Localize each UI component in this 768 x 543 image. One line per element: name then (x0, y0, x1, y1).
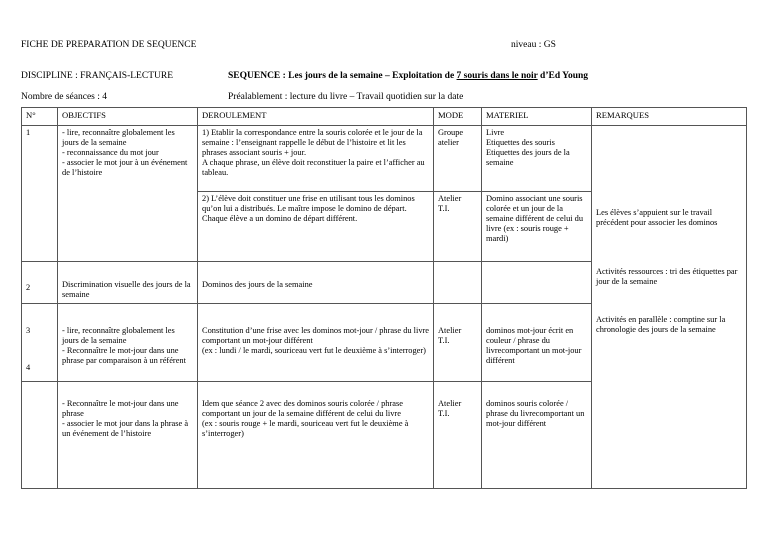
table-row (22, 126, 747, 192)
remarque-parallele: Activités en parallèle : comptine sur la chronologie des jours de la semaine (596, 315, 726, 334)
row4-mode: Atelier T.I. (434, 382, 482, 489)
col-header-mode: MODE (434, 108, 482, 126)
discipline-label: DISCIPLINE : FRANÇAIS-LECTURE (21, 71, 174, 81)
row1-num: 1 (22, 126, 58, 262)
row1-deroulement-1: 1) Etablir la correspondance entre la souris colorée et le jour de la semaine : l’enseignant rappelle le début de l’histoire et lit les phrases associant souris + jour. A chaque phrase, un élève doit reconstituer la paire et l’afficher au tableau. (198, 126, 434, 192)
row1-mode-2: Atelier T.I. (434, 192, 482, 262)
row2-materiel (482, 262, 592, 304)
col-header-num: N° (22, 108, 58, 126)
col-header-objectifs: OBJECTIFS (58, 108, 198, 126)
row1-materiel-1: Livre Etiquettes des souris Etiquettes des jours de la semaine (482, 126, 592, 192)
fiche-title: FICHE DE PREPARATION DE SEQUENCE (21, 40, 197, 50)
prealablement: Préalablement : lecture du livre – Travail quotidien sur la date (228, 92, 464, 102)
row4-materiel: dominos souris colorée / phrase du livrecomportant un mot-jour différent (482, 382, 592, 489)
col-header-deroulement: DEROULEMENT (198, 108, 434, 126)
row2-num: 2 (22, 262, 58, 304)
row3-objectifs: - lire, reconnaître globalement les jours de la semaine - Reconnaître le mot-jour dans une phrase par comparaison à un référent (58, 304, 198, 382)
niveau-label: niveau : GS (511, 40, 556, 50)
remarque-dominos: Les élèves s’appuient sur le travail précédent pour associer les dominos (596, 208, 718, 227)
remarque-ressources: Activités ressources : tri des étiquettes par jour de la semaine (596, 267, 738, 286)
row3-materiel: dominos mot-jour écrit en couleur / phrase du livrecomportant un mot-jour différent (482, 304, 592, 382)
remarques-cell (592, 126, 747, 489)
row3-mode: Atelier T.I. (434, 304, 482, 382)
row4-num: 4 (26, 363, 31, 372)
row3-deroulement: Constitution d’une frise avec les dominos mot-jour / phrase du livre comportant un mot-jour différent (ex : lundi / le mardi, souriceau vert fut le deuxième à s’interroger) (198, 304, 434, 382)
sequence-title (228, 71, 588, 81)
row1-materiel-2: Domino associant une souris colorée et un jour de la semaine différent de celui du livre (ex : souris rouge + mardi) (482, 192, 592, 262)
row4-objectifs: - Reconnaître le mot-jour dans une phrase - associer le mot jour dans la phrase à un événement de l’histoire (58, 382, 198, 489)
sequence-table (21, 107, 747, 489)
row4-deroulement: Idem que séance 2 avec des dominos souris colorée / phrase comportant un jour de la semaine différent de celui du livre (ex : souris rouge + le mardi, souriceau vert fut le deuxième à s’interroger) (198, 382, 434, 489)
row1-deroulement-2: 2) L’élève doit constituer une frise en utilisant tous les dominos qu’on lui a distribués. Le maître impose le domino de départ. Chaque élève a un domino de départ différent. (198, 192, 434, 262)
sequence-suffix: d’Ed Young (537, 71, 589, 81)
row2-mode (434, 262, 482, 304)
nombre-seances: Nombre de séances : 4 (21, 92, 107, 102)
col-header-materiel: MATERIEL (482, 108, 592, 126)
row2-objectifs: Discrimination visuelle des jours de la semaine (58, 262, 198, 304)
row1-objectifs: - lire, reconnaître globalement les jours de la semaine - reconnaissance du mot jour - associer le mot jour à un événement de l’histoire (58, 126, 198, 262)
table-header-row (22, 108, 747, 126)
sequence-book-title: 7 souris dans le noir (456, 71, 538, 81)
row2-deroulement: Dominos des jours de la semaine (198, 262, 434, 304)
col-header-remarques: REMARQUES (592, 108, 747, 126)
row3-num: 3 4 (22, 304, 58, 382)
row4-num-cell (22, 382, 58, 489)
sequence-prefix: SEQUENCE : Les jours de la semaine – Exploitation de (228, 71, 457, 81)
row1-mode-1: Groupe atelier (434, 126, 482, 192)
